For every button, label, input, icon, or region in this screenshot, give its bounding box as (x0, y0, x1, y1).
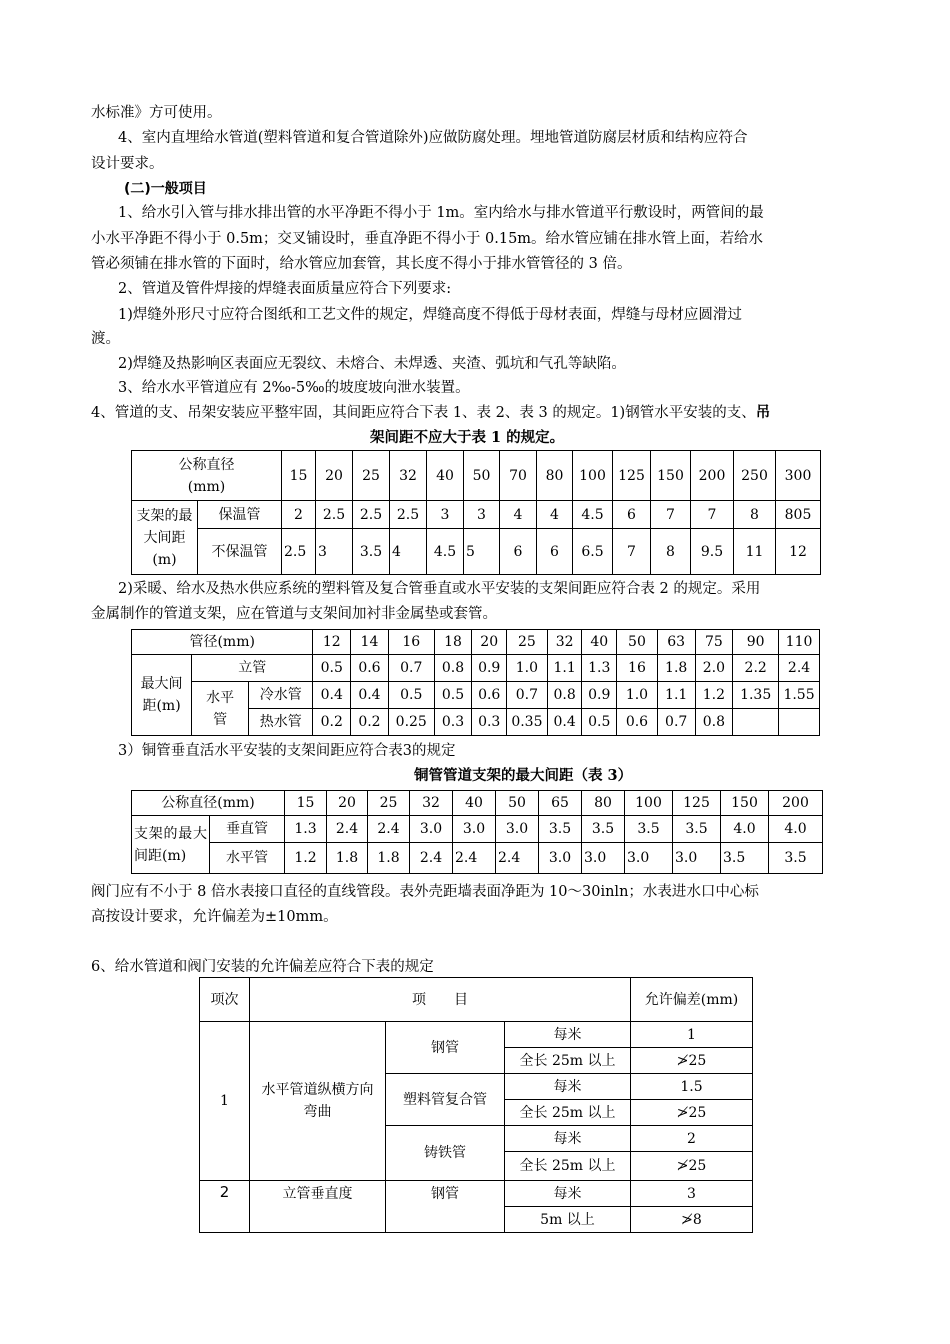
table2-header-cell: 63 (657, 630, 695, 655)
table3-row-label: 支架的最大间距(m) (132, 816, 210, 874)
table2-cell: 0.9 (472, 655, 507, 682)
table2-cell: 0.2 (351, 709, 389, 736)
table1-cell: 6 (537, 529, 573, 575)
table1-cell: 2.5 (316, 501, 353, 529)
table1-header-diameter (132, 451, 282, 501)
table3-header-cell: 80 (582, 791, 625, 816)
table2-cell: 0.5 (388, 682, 434, 709)
table1-cell: 9.5 (691, 529, 734, 575)
table3-cell: 3.0 (453, 816, 496, 843)
table4-header-item: 项 目 (250, 978, 631, 1022)
table3-cell: 3.0 (673, 843, 721, 874)
table3-cell: 2.4 (496, 843, 539, 874)
table2-cell: 0.7 (388, 655, 434, 682)
table3-header-cell: 65 (539, 791, 582, 816)
table4-plastic-label: 塑料管复合管 (386, 1074, 505, 1126)
paragraph-weld-shape-2: 渡。 (91, 331, 120, 347)
table4-value: ≯25 (631, 1152, 753, 1181)
table2-header-cell: 18 (434, 630, 472, 655)
table2-cell: 1.1 (657, 682, 695, 709)
table2-cell: 2.4 (779, 655, 820, 682)
table2-cell: 0.4 (351, 682, 389, 709)
table3-cell: 2.4 (368, 816, 410, 843)
table3-header-cell: 150 (721, 791, 769, 816)
paragraph-weld-defects: 2)焊缝及热影响区表面应无裂纹、未熔合、未焊透、夹渣、弧坑和气孔等缺陷。 (118, 356, 626, 372)
table3-cell: 2.4 (453, 843, 496, 874)
table2-cell: 0.8 (695, 709, 733, 736)
table2-header-cell: 16 (388, 630, 434, 655)
table4-per-meter: 每米 (505, 1074, 631, 1100)
table1-cell: 4 (390, 529, 427, 575)
table1-cell: 3 (464, 501, 500, 529)
table-steel-support-spacing (131, 450, 821, 575)
table2-row-label: 最大间距(m) (132, 655, 192, 736)
paragraph-plastic-support-2: 金属制作的管道支架，应在管道与支架间加衬非金属垫或套管。 (91, 606, 497, 622)
table2-header-cell: 14 (351, 630, 389, 655)
table3-header-cell: 25 (368, 791, 410, 816)
table2-cell: 16 (617, 655, 658, 682)
table1-cell: 11 (734, 529, 776, 575)
table1-insulated-label: 保温管 (198, 501, 282, 529)
table2-header-cell: 110 (779, 630, 820, 655)
table3-horizontal-label: 水平管 (210, 843, 285, 874)
table2-header-cell: 20 (472, 630, 507, 655)
table3-cell: 1.3 (285, 816, 327, 843)
paragraph-clearance-3: 管必须铺在排水管的下面时，给水管应加套管，其长度不得小于排水管管径的 3 倍。 (91, 256, 632, 272)
table2-cell: 0.35 (507, 709, 548, 736)
table2-header-cell: 75 (695, 630, 733, 655)
table1-header-cell: 20 (316, 451, 353, 501)
table4-value: 2 (631, 1126, 753, 1152)
table1-header-cell: 40 (427, 451, 464, 501)
table3-header-cell: 32 (410, 791, 453, 816)
table4-full-length: 全长 25m 以上 (505, 1048, 631, 1074)
table1-cell: 805 (776, 501, 821, 529)
table3-cell: 3.0 (539, 843, 582, 874)
table2-cell: 0.7 (657, 709, 695, 736)
paragraph-valve-1: 阀门应有不小于 8 倍水表接口直径的直线管段。表外壳距墙表面净距为 10～30inln；水表进水口中心标 (91, 884, 759, 900)
table4-steel-label: 钢管 (386, 1022, 505, 1074)
table2-cold-label: 冷水管 (249, 682, 313, 709)
table2-cell: 0.8 (547, 682, 582, 709)
table1-cell: 7 (651, 501, 691, 529)
table2-header-cell: 12 (313, 630, 351, 655)
table2-cell: 1.3 (582, 655, 617, 682)
table3-header-cell: 200 (769, 791, 823, 816)
table2-cell: 1.55 (779, 682, 820, 709)
table1-header-cell: 100 (573, 451, 613, 501)
table2-cell: 1.8 (657, 655, 695, 682)
table1-header-label: 公称直径 (178, 456, 235, 473)
table4-item1-label: 水平管道纵横方向弯曲 (250, 1022, 386, 1181)
section-heading-general: (二)一般项目 (124, 181, 207, 197)
table1-cell: 2 (282, 501, 316, 529)
table2-cell: 0.6 (472, 682, 507, 709)
table3-cell: 3.5 (673, 816, 721, 843)
table4-item1-no: 1 (200, 1022, 250, 1181)
table4-value: 1 (631, 1022, 753, 1048)
table2-cell: 0.5 (582, 709, 617, 736)
table3-cell: 2.4 (327, 816, 368, 843)
table3-cell: 3.0 (625, 843, 673, 874)
table2-cell: 1.0 (507, 655, 548, 682)
table2-cell: 0.8 (434, 655, 472, 682)
table3-cell: 1.8 (368, 843, 410, 874)
table1-header-unit: (mm) (187, 478, 226, 495)
paragraph-water-standard: 水标准》方可使用。 (91, 105, 222, 121)
table4-full-length: 全长 25m 以上 (505, 1152, 631, 1181)
table3-cell: 3.0 (410, 816, 453, 843)
table-plastic-support-spacing (131, 629, 820, 736)
table1-header-cell: 125 (613, 451, 651, 501)
table2-cell: 0.9 (582, 682, 617, 709)
table4-castiron-label: 铸铁管 (386, 1126, 505, 1181)
table3-header-cell: 20 (327, 791, 368, 816)
table4-over-5m: 5m 以上 (505, 1207, 631, 1233)
table3-cell: 3.0 (582, 843, 625, 874)
table2-vertical-label: 立管 (192, 655, 313, 682)
table4-header-no: 项次 (200, 978, 250, 1022)
table3-cell: 1.8 (327, 843, 368, 874)
table1-cell: 2.5 (282, 529, 316, 575)
table2-cell: 0.25 (388, 709, 434, 736)
table4-value: 3 (631, 1181, 753, 1207)
table2-cell: 0.7 (507, 682, 548, 709)
table2-header-cell: 90 (733, 630, 779, 655)
table3-header-label: 公称直径(mm) (132, 791, 285, 816)
table4-value: ≯8 (631, 1207, 753, 1233)
table3-cell: 3.5 (769, 843, 823, 874)
table4-item2-pipe: 钢管 (386, 1181, 505, 1233)
table4-value: 1.5 (631, 1074, 753, 1100)
table4-full-length: 全长 25m 以上 (505, 1100, 631, 1126)
table1-cell: 7 (613, 529, 651, 575)
table3-header-cell: 100 (625, 791, 673, 816)
table3-caption: 铜管管道支架的最大间距（表 3） (414, 767, 633, 784)
paragraph-weld-quality: 2、管道及管件焊接的焊缝表面质量应符合下列要求: (118, 281, 452, 297)
table2-cell: 0.2 (313, 709, 351, 736)
paragraph-slope: 3、给水水平管道应有 2‰-5‰的坡度坡向泄水装置。 (118, 380, 470, 396)
table2-cell: 1.35 (733, 682, 779, 709)
paragraph-clearance-2: 小水平净距不得小于 0.5m；交叉铺设时，垂直净距不得小于 0.15m。给水管应铺在排水管上面，若给水 (91, 231, 764, 247)
table1-cell: 5 (464, 529, 500, 575)
table1-cell: 3.5 (353, 529, 390, 575)
table2-header-cell: 25 (507, 630, 548, 655)
table2-cell: 1.0 (617, 682, 658, 709)
paragraph-copper-support: 3）铜管垂直活水平安装的支架间距应符合表3的规定 (118, 743, 456, 759)
table2-header-label: 管径(mm) (132, 630, 313, 655)
table3-vertical-label: 垂直管 (210, 816, 285, 843)
table1-header-cell: 32 (390, 451, 427, 501)
paragraph-anticorrosion: 4、室内直埋给水管道(塑料管道和复合管道除外)应做防腐处理。埋地管道防腐层材质和结构应符合 (118, 130, 748, 146)
table4-value: ≯25 (631, 1048, 753, 1074)
table1-header-cell: 300 (776, 451, 821, 501)
paragraph-support-spacing-text: 4、管道的支、吊架安装应平整牢固，其间距应符合下表 1、表 2、表 3 的规定。1)钢管水平安装的支、 (91, 405, 756, 421)
table2-cell: 0.6 (351, 655, 389, 682)
table1-cell: 2.5 (390, 501, 427, 529)
table1-row-label: 支架的最大间距(m) (132, 501, 198, 575)
paragraph-weld-shape-1: 1)焊缝外形尺寸应符合图纸和工艺文件的规定，焊缝高度不得低于母材表面，焊缝与母材应圆滑过 (118, 307, 742, 323)
paragraph-anticorrosion-cont: 设计要求。 (91, 156, 164, 172)
table4-per-meter: 每米 (505, 1126, 631, 1152)
table3-header-cell: 40 (453, 791, 496, 816)
table1-cell: 8 (651, 529, 691, 575)
table2-header-cell: 32 (547, 630, 582, 655)
table3-cell: 3.5 (582, 816, 625, 843)
table2-header-cell: 50 (617, 630, 658, 655)
table1-uninsulated-label: 不保温管 (198, 529, 282, 575)
table1-header-cell: 250 (734, 451, 776, 501)
table1-cell: 4.5 (427, 529, 464, 575)
table1-header-cell: 80 (537, 451, 573, 501)
table1-cell: 4.5 (573, 501, 613, 529)
paragraph-valve-2: 高按设计要求，允许偏差为±10mm。 (91, 909, 338, 925)
table1-cell: 3 (427, 501, 464, 529)
table1-cell: 4 (500, 501, 537, 529)
table2-cell: 0.5 (313, 655, 351, 682)
table4-per-meter: 每米 (505, 1181, 631, 1207)
table-copper-support-spacing (131, 790, 823, 874)
table3-cell: 3.0 (496, 816, 539, 843)
table2-hot-label: 热水管 (249, 709, 313, 736)
table2-cell: 0.4 (547, 709, 582, 736)
table1-header-cell: 25 (353, 451, 390, 501)
table1-header-cell: 70 (500, 451, 537, 501)
table3-header-cell: 15 (285, 791, 327, 816)
table1-header-cell: 150 (651, 451, 691, 501)
table1-cell: 8 (734, 501, 776, 529)
table2-cell: 0.4 (313, 682, 351, 709)
table4-item2-label: 立管垂直度 (250, 1181, 386, 1233)
table4-value: ≯25 (631, 1100, 753, 1126)
table1-cell: 12 (776, 529, 821, 575)
table1-cell: 3 (316, 529, 353, 575)
table2-cell: 0.5 (434, 682, 472, 709)
table1-cell: 2.5 (353, 501, 390, 529)
table3-header-cell: 50 (496, 791, 539, 816)
table2-cell: 2.0 (695, 655, 733, 682)
table1-caption: 架间距不应大于表 1 的规定。 (370, 429, 565, 446)
table3-cell: 3.5 (721, 843, 769, 874)
table3-cell: 3.5 (625, 816, 673, 843)
table2-cell (733, 709, 779, 736)
table1-cell: 6 (500, 529, 537, 575)
table3-cell: 1.2 (285, 843, 327, 874)
table2-cell: 1.1 (547, 655, 582, 682)
paragraph-clearance-1: 1、给水引入管与排水排出管的水平净距不得小于 1m。室内给水与排水管道平行敷设时，两管间的最 (118, 205, 764, 221)
table1-cell: 4 (537, 501, 573, 529)
table3-cell: 4.0 (769, 816, 823, 843)
table3-header-cell: 125 (673, 791, 721, 816)
table2-horizontal-label: 水平管 (192, 682, 249, 736)
table1-header-cell: 50 (464, 451, 500, 501)
table1-cell: 7 (691, 501, 734, 529)
paragraph-deviation-intro: 6、给水管道和阀门安装的允许偏差应符合下表的规定 (91, 959, 434, 975)
table4-header-deviation: 允许偏差(mm) (631, 978, 753, 1022)
table2-cell: 0.3 (472, 709, 507, 736)
table3-cell: 3.5 (539, 816, 582, 843)
table-allowed-deviation (199, 977, 753, 1233)
table2-cell: 0.3 (434, 709, 472, 736)
table2-cell (779, 709, 820, 736)
table4-item2-no: 2 (200, 1181, 250, 1233)
paragraph-support-spacing (91, 401, 770, 425)
table3-cell: 2.4 (410, 843, 453, 874)
table2-cell: 1.2 (695, 682, 733, 709)
table2-cell: 0.6 (617, 709, 658, 736)
paragraph-plastic-support-1: 2)采暖、给水及热水供应系统的塑料管及复合管垂直或水平安装的支架间距应符合表 2 的规定。采用 (118, 581, 761, 597)
table1-header-cell: 15 (282, 451, 316, 501)
table2-cell: 2.2 (733, 655, 779, 682)
table1-header-cell: 200 (691, 451, 734, 501)
table2-header-cell: 40 (582, 630, 617, 655)
paragraph-support-spacing-bold: 吊 (755, 404, 771, 421)
table1-cell: 6.5 (573, 529, 613, 575)
table4-per-meter: 每米 (505, 1022, 631, 1048)
table3-cell: 4.0 (721, 816, 769, 843)
table1-cell: 6 (613, 501, 651, 529)
